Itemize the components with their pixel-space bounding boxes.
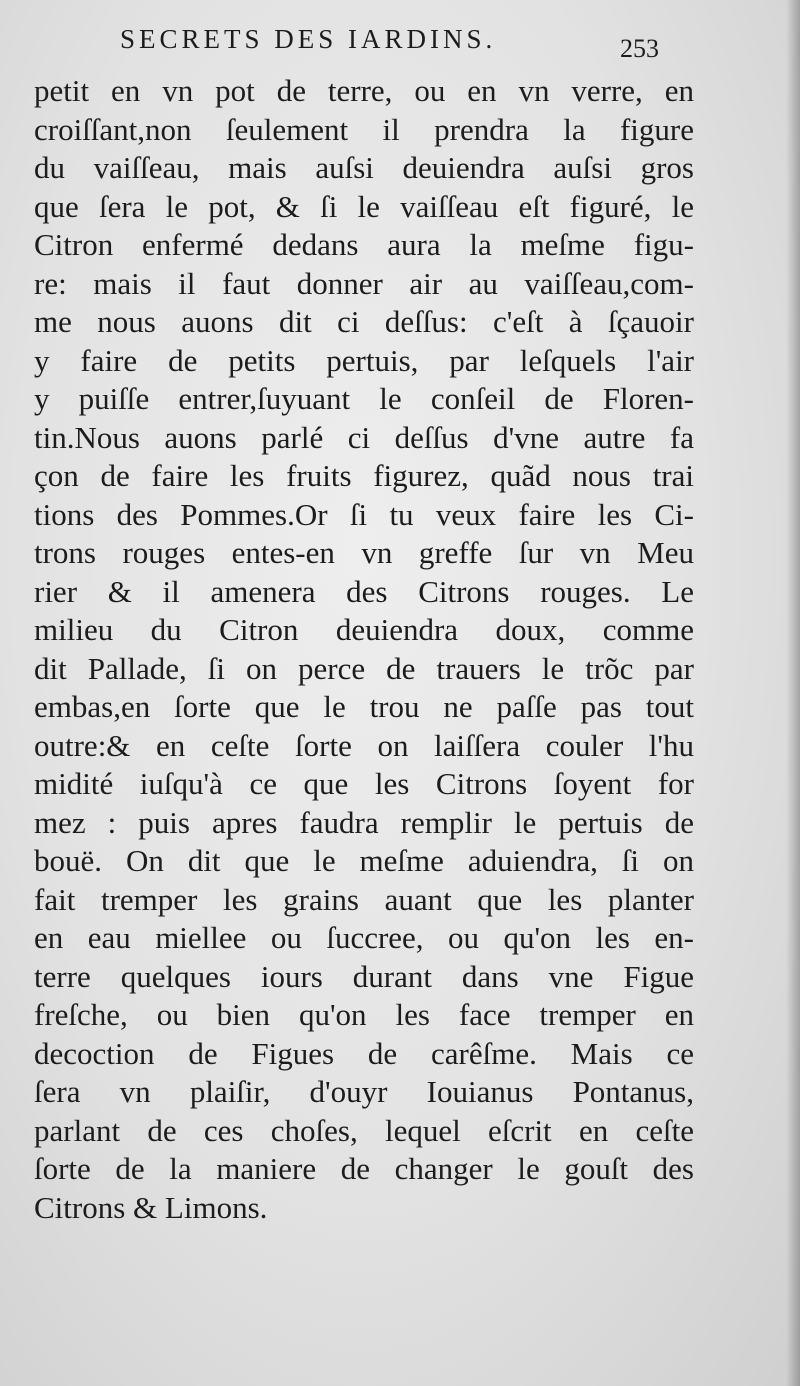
text-line: parlant de ces choſes, lequel eſcrit en ceſte [34, 1112, 694, 1148]
text-line: rier & il amenera des Citrons rouges. Le [34, 573, 694, 609]
text-line: y faire de petits pertuis, par leſquels l'air [34, 342, 694, 378]
text-line: Citrons & Limons. [34, 1189, 268, 1225]
text-line: croiſſant,non ſeulement il prendra la figure [34, 111, 694, 147]
text-line: fait tremper les grains auant que les planter [34, 881, 694, 917]
body-text [34, 72, 694, 1227]
text-line: midité iuſqu'à ce que les Citrons ſoyent for [34, 766, 694, 801]
text-line: freſche, ou bien qu'on les face tremper en [34, 997, 694, 1032]
text-line: terre quelques iours durant dans vne Figue [34, 958, 694, 994]
text-line: re: mais il faut donner air au vaiſſeau,com- [34, 265, 694, 301]
text-line: çon de faire les fruits figurez, quãd nous trai [34, 458, 694, 493]
page-number: 253 [620, 34, 659, 63]
text-line: tin.Nous auons parlé ci deſſus d'vne autre fa [34, 419, 694, 455]
text-line: dit Pallade, ſi on perce de trauers le trõc par [34, 650, 694, 686]
text-line: petit en vn pot de terre, ou en vn verre, en [34, 73, 694, 108]
text-line: que ſera le pot, & ſi le vaiſſeau eſt figuré, le [34, 188, 694, 224]
text-line: decoction de Figues de carêſme. Mais ce [34, 1035, 694, 1071]
text-line: me nous auons dit ci deſſus: c'eſt à ſçauoir [34, 304, 694, 339]
text-line: ſera vn plaiſir, d'ouyr Iouianus Pontanus, [34, 1074, 694, 1109]
page-edge-shadow [786, 0, 800, 1386]
text-line: embas,en ſorte que le trou ne paſſe pas tout [34, 689, 694, 724]
text-line: ſorte de la maniere de changer le gouſt des [34, 1151, 694, 1186]
text-line: trons rouges entes-en vn greffe ſur vn Meu [34, 535, 694, 570]
text-line: y puiſſe entrer,ſuyuant le conſeil de Floren- [34, 381, 694, 416]
running-title: SECRETS DES IARDINS. [120, 24, 497, 54]
text-line: Citron enfermé dedans aura la meſme figu- [34, 227, 694, 262]
text-line: mez : puis apres faudra remplir le pertuis de [34, 804, 694, 840]
text-line: en eau miellee ou ſuccree, ou qu'on les en- [34, 920, 694, 955]
text-line: tions des Pommes.Or ſi tu veux faire les Ci- [34, 496, 694, 532]
text-line: milieu du Citron deuiendra doux, comme [34, 612, 694, 647]
text-line: du vaiſſeau, mais auſsi deuiendra auſsi gros [34, 150, 694, 185]
text-line: bouë. On dit que le meſme aduiendra, ſi on [34, 843, 694, 878]
text-line: outre:& en ceſte ſorte on laiſſera couler l'hu [34, 727, 694, 763]
